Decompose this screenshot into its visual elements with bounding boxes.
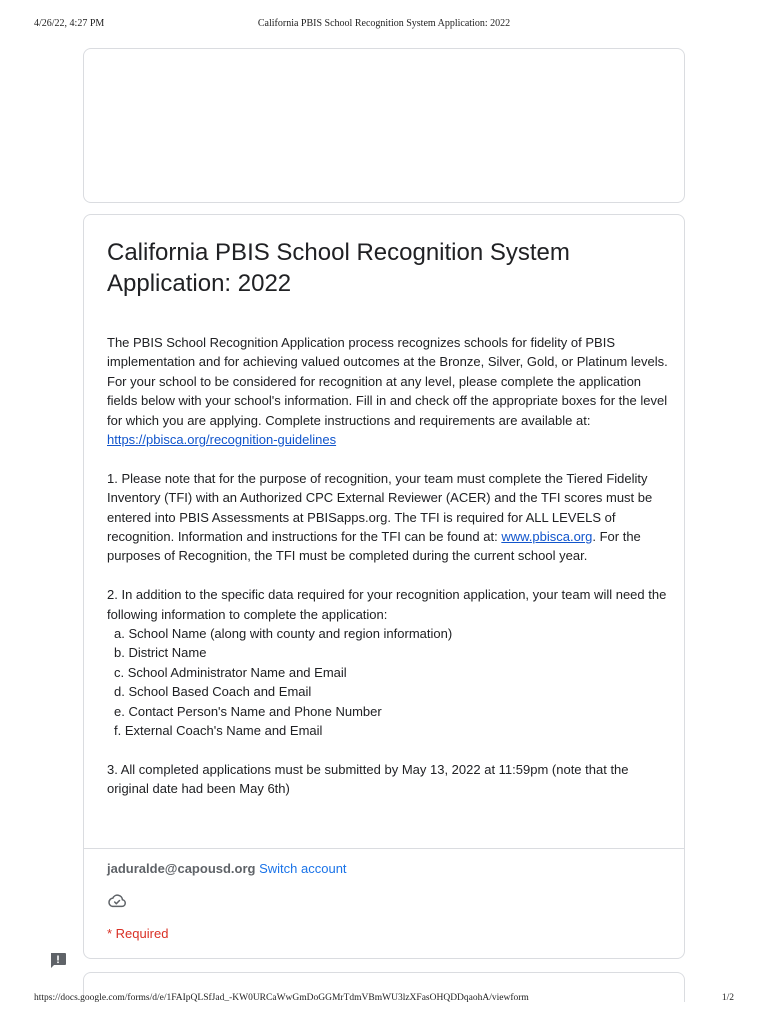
list-item: d. School Based Coach and Email [114,684,312,700]
form-description [107,333,672,818]
note-1-paragraph [107,469,672,566]
switch-account-link[interactable]: Switch account [259,861,347,876]
print-page-number: 1/2 [721,993,734,1003]
account-row [107,860,347,878]
form-header-card [83,214,685,959]
pbisca-link[interactable]: www.pbisca.org [501,529,593,545]
intro-text: The PBIS School Recognition Application process recognizes schools for fidelity of PBIS implementation and for achieving valued outcomes at the Bronze, Silver, Gold, or Platinum levels. For your school to be considered for recognition at any level, please complete the application fields below with your school's information. Fill in and check off the appropriate boxes for the level for which you are applying. Complete instructions and requirements are available at: [107,335,668,428]
divider [84,848,684,849]
note-3-paragraph: 3. All completed applications must be submitted by May 13, 2022 at 11:59pm (note that the original date had been May 6th) [107,761,629,797]
form-title: California PBIS School Recognition System Application: 2022 [107,239,570,297]
feedback-icon[interactable] [48,951,68,971]
list-item: b. District Name [114,645,207,661]
header-banner-card [83,48,685,203]
list-item: e. Contact Person's Name and Phone Number [114,703,382,719]
intro-paragraph [107,333,672,449]
note-2-intro: 2. In addition to the specific data required for your recognition application, your team will need the following information to complete the application: [107,587,667,622]
print-footer [0,990,768,1010]
note-1-text: 1. Please note that for the purpose of recognition, your team must complete the Tiered Fidelity Inventory (TFI) with an Authorized CPC External Reviewer (ACER) and the TFI scores must be entered into PBIS Assessments at PBISapps.org. The TFI is required for ALL LEVELS of recognition. Information and instructions for the TFI can be found at: [107,470,653,545]
print-url: https://docs.google.com/forms/d/e/1FAIpQLSfJad_-KW0URCaWwGmDoGGMrTdmVBmWU3lzXFasOHQDDqaohA/viewform [34,993,529,1003]
print-title: California PBIS School Recognition System Application: 2022 [257,18,511,29]
list-item: c. School Administrator Name and Email [114,664,347,680]
recognition-guidelines-link[interactable]: https://pbisca.org/recognition-guidelines [107,432,337,448]
list-item: a. School Name (along with county and region information) [114,626,453,642]
note-2-paragraph [107,585,672,740]
cloud-saved-icon [107,892,127,910]
required-label: * Required [107,926,169,941]
note-1-text-after: . For the purposes of Recognition, the TFI must be completed during the current school year. [107,529,641,564]
list-item: f. External Coach's Name and Email [114,723,323,739]
account-email: jaduralde@capousd.org [107,861,256,876]
print-header [0,0,768,48]
print-datetime: 4/26/22, 4:27 PM [34,18,105,29]
